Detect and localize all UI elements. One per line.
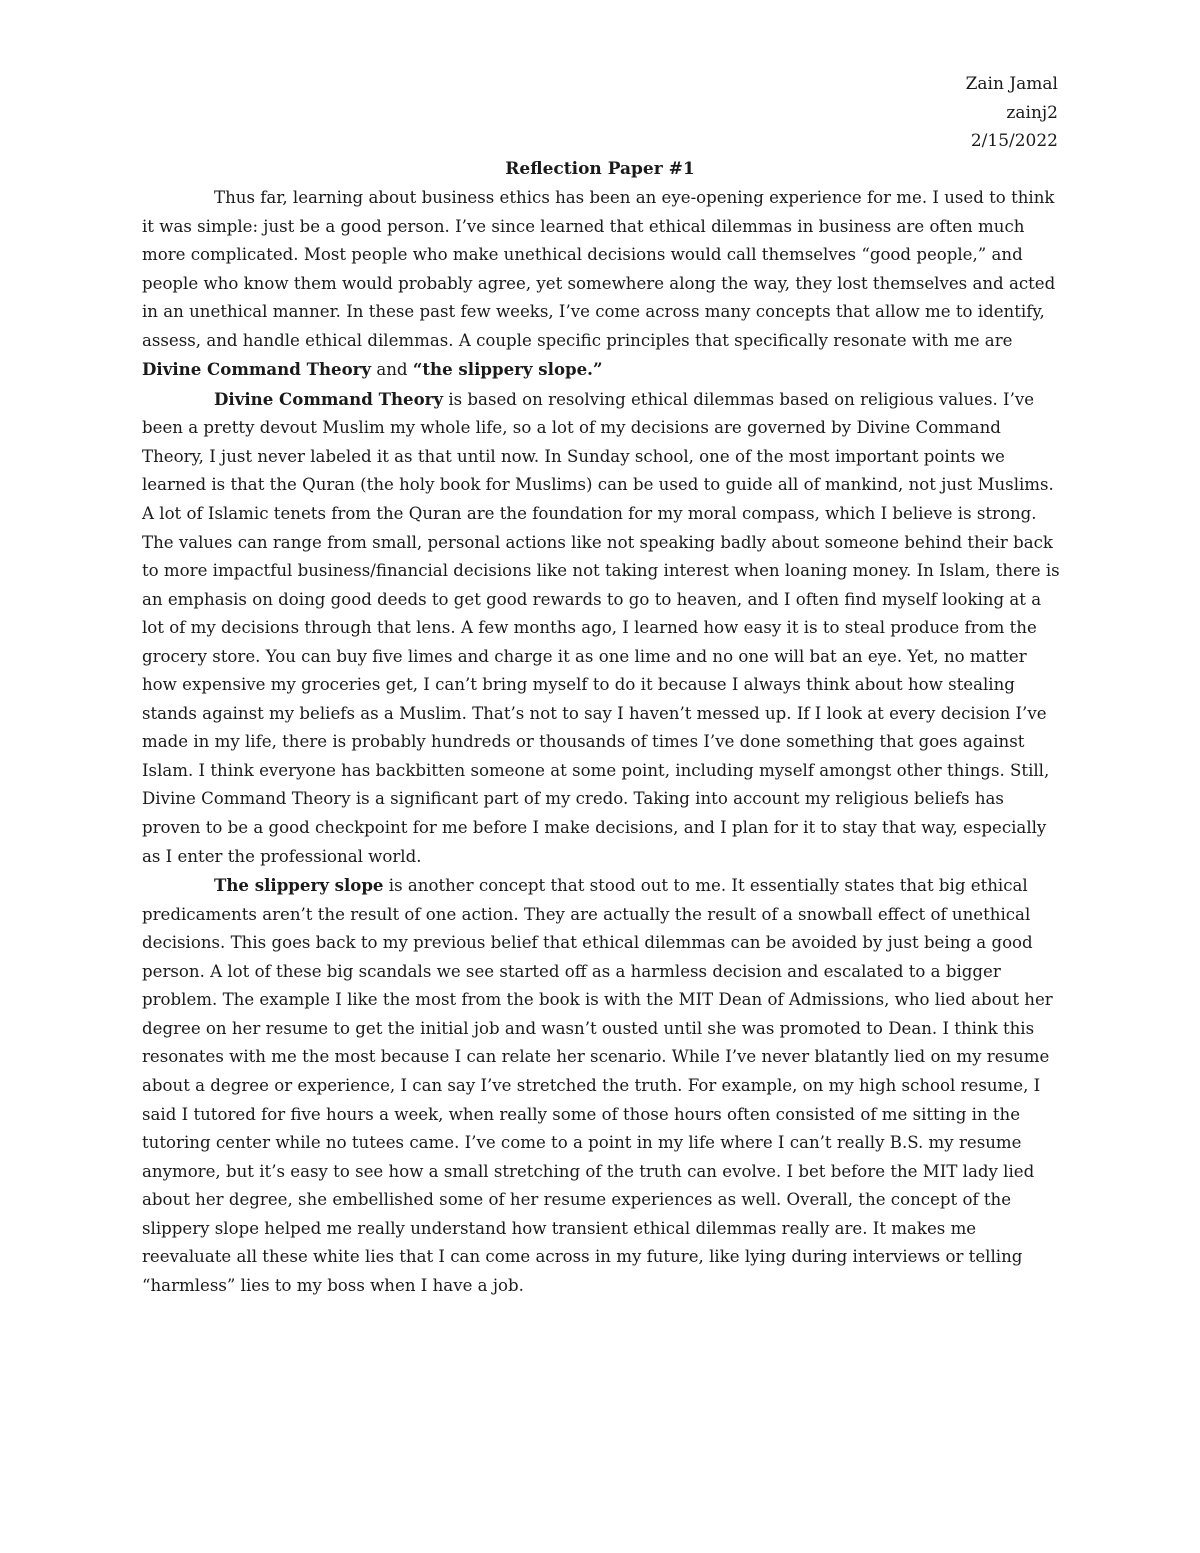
bold-term-divine-command-theory: Divine Command Theory [142,359,372,380]
document-date: 2/15/2022 [970,131,1058,152]
paragraph-text: Thus far, learning about business ethics has been an eye-opening experience for me. I used to think it was simple: just be a good person. I’ve since learned that ethical dilemmas in business are often much more complicated. Most people who make unethical decisions would call themselves “good people,” and people who know them would probably agree, yet somewhere along the way, they lost themselves and acted in an unethical manner. In these past few weeks, I’ve come across many concepts that allow me to identify, assess, and handle ethical dilemmas. A couple specific principles that specifically resonate with me are [142,188,1056,350]
author-name: Zain Jamal [965,74,1058,94]
paragraph-text: is based on resolving ethical dilemmas based on religious values. I’ve been a pretty devout Muslim my whole life, so a lot of my decisions are governed by Divine Command Theory, I just never labeled it as that until now. In Sunday school, one of the most important points we learned is that the Quran (the holy book for Muslims) can be used to guide all of mankind, not just Muslims. A lot of Islamic tenets from the Quran are the foundation for my moral compass, which I believe is strong. The values can range from small, personal actions like not speaking badly about someone behind their back to more impactful business/financial decisions like not taking interest when loaning money. In Islam, there is an emphasis on doing good deeds to get good rewards to go to heaven, and I often find myself looking at a lot of my decisions through that lens. A few months ago, I learned how easy it is to steal produce from the grocery store. You can buy five limes and charge it as one lime and no one will bat an eye. Yet, no matter how expensive my groceries get, I can’t bring myself to do it because I always think about how stealing stands against my beliefs as a Muslim. That’s not to say I haven’t messed up. If I look at every decision I’ve made in my life, there is probably hundreds or thousands of times I’ve done something that goes against Islam. I think everyone has backbitten someone at some point, including myself amongst other things. Still, Divine Command Theory is a significant part of my credo. Taking into account my religious beliefs has proven to be a good checkpoint for me before I make decisions, and I plan for it to stay that way, especially as I enter the professional world. [142,389,1060,866]
paragraph-slippery-slope [142,871,1064,1300]
author-netid: zainj2 [1006,102,1058,123]
author-header [966,70,1058,156]
bold-term-slippery-slope: The slippery slope [214,875,384,896]
bold-term-divine-command-theory: Divine Command Theory [214,388,444,409]
paragraph-text: and [371,360,413,380]
paper-body [142,184,1064,1300]
paragraph-intro [142,184,1064,385]
paragraph-divine-command [142,385,1064,871]
paper-title: Reflection Paper #1 [505,159,695,179]
bold-term-slippery-slope: “the slippery slope.” [412,359,603,380]
paragraph-text: is another concept that stood out to me. It essentially states that big ethical predicaments aren’t the result of one action. They are actually the result of a snowball effect of unethical decisions. This goes back to my previous belief that ethical dilemmas can be avoided by just being a good person. A lot of these big scandals we see started off as a harmless decision and escalated to a bigger problem. The example I like the most from the book is with the MIT Dean of Admissions, who lied about her degree on her resume to get the initial job and wasn’t ousted until she was promoted to Dean. I think this resonates with me the most because I can relate her scenario. While I’ve never blatantly lied on my resume about a degree or experience, I can say I’ve stretched the truth. For example, on my high school resume, I said I tutored for five hours a week, when really some of those hours often consisted of me sitting in the tutoring center while no tutees came. I’ve come to a point in my life where I can’t really B.S. my resume anymore, but it’s easy to see how a small stretching of the truth can evolve. I bet before the MIT lady lied about her degree, she embellished some of her resume experiences as well. Overall, the concept of the slippery slope helped me really understand how transient ethical dilemmas really are. It makes me reevaluate all these white lies that I can come across in my future, like lying during interviews or telling “harmless” lies to my boss when I have a job. [142,876,1053,1295]
